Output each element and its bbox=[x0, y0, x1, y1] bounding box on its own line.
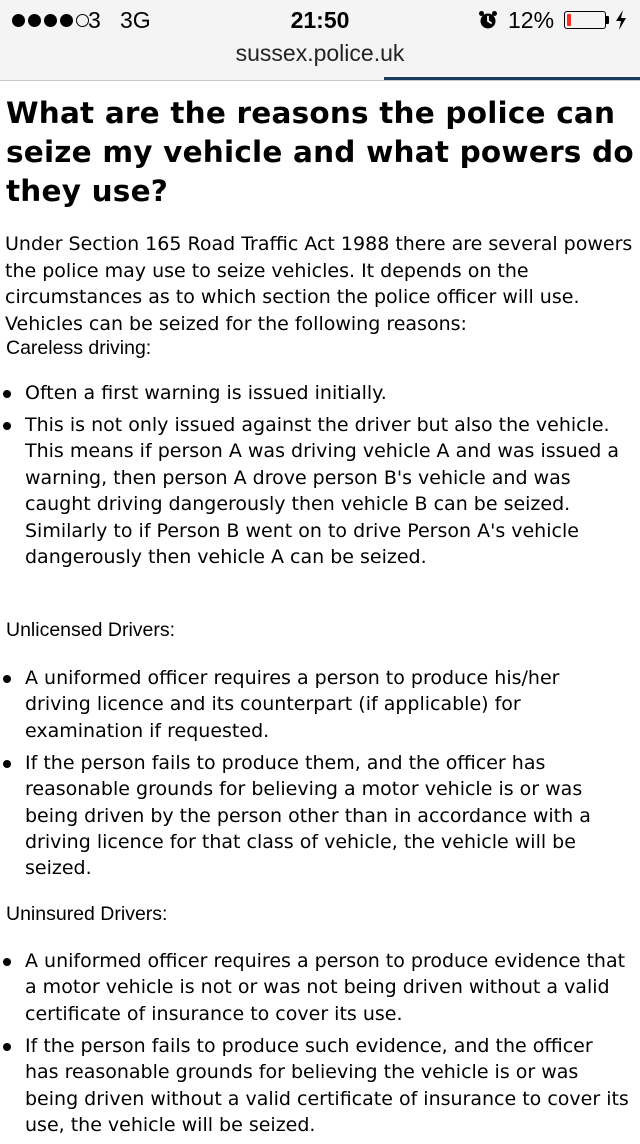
list-item bbox=[0, 665, 630, 744]
section-label-unlicensed-drivers: Unlicensed Drivers: bbox=[6, 619, 176, 641]
charging-bolt-icon bbox=[614, 10, 628, 30]
list-item bbox=[0, 412, 630, 570]
alarm-clock-icon bbox=[478, 10, 498, 30]
list-item-text: A uniformed officer requires a person to produce evidence that a motor vehicle is not or was not being driven without a valid certificate of insurance to cover its use. bbox=[25, 950, 626, 1025]
careless-driving-list bbox=[0, 380, 630, 576]
list-item-text: A uniformed officer requires a person to produce his/her driving licence and its counterpart (if applicable) for examination if requested. bbox=[25, 667, 560, 742]
status-bar bbox=[0, 0, 640, 40]
unlicensed-drivers-list bbox=[0, 665, 630, 887]
bullet-icon bbox=[3, 760, 11, 768]
bullet-icon bbox=[3, 958, 11, 966]
bullet-icon bbox=[3, 390, 11, 398]
list-item-text: If the person fails to produce them, and the officer has reasonable grounds for believing a motor vehicle is or was being driven by the person other than in accordance with a driving licence for that class of vehicle, the vehicle will be seized. bbox=[25, 751, 591, 880]
list-item-text: This is not only issued against the driver but also the vehicle. This means if person A was driving vehicle A and was issued a warning, then person A drove person B's vehicle and was caught driving dangerously then vehicle B can be seized. Similarly to if Person B went on to drive Person A's vehicle dangerously then vehicle A can be seized. bbox=[25, 413, 620, 568]
battery-level-fill bbox=[567, 14, 571, 26]
page-load-progress bbox=[384, 77, 640, 80]
bullet-icon bbox=[3, 675, 11, 683]
page-title: What are the reasons the police can seize my vehicle and what powers do they use? bbox=[6, 96, 634, 208]
address-bar[interactable]: sussex.police.uk bbox=[235, 40, 405, 66]
browser-chrome bbox=[0, 0, 640, 81]
network-type: 3G bbox=[120, 7, 151, 33]
list-item bbox=[0, 750, 630, 882]
bullet-icon bbox=[3, 1043, 11, 1051]
uninsured-drivers-list bbox=[0, 948, 630, 1144]
list-item-text: Often a first warning is issued initially. bbox=[25, 382, 387, 404]
section-label-careless-driving: Careless driving: bbox=[6, 337, 152, 359]
clock: 21:50 bbox=[290, 7, 350, 33]
list-item bbox=[0, 948, 630, 1027]
carrier-name: 3 bbox=[88, 7, 101, 33]
battery-percentage: 12% bbox=[508, 7, 555, 33]
battery-tip bbox=[606, 16, 609, 24]
intro-paragraph: Under Section 165 Road Traffic Act 1988 there are several powers the police may use to seize vehicles. It depends on the circumstances as to which section the police officer will use. Vehicles can be seized for the following reasons: bbox=[5, 233, 633, 335]
list-item-text: If the person fails to produce such evidence, and the officer has reasonable grounds for believing the vehicle is or was being driven without a valid certificate of insurance to cover its use, the vehicle will be seized. bbox=[25, 1034, 629, 1136]
section-label-uninsured-drivers: Uninsured Drivers: bbox=[6, 903, 168, 925]
battery-icon bbox=[564, 11, 606, 29]
bullet-icon bbox=[3, 422, 11, 430]
list-item bbox=[0, 1033, 630, 1139]
list-item bbox=[0, 380, 630, 406]
